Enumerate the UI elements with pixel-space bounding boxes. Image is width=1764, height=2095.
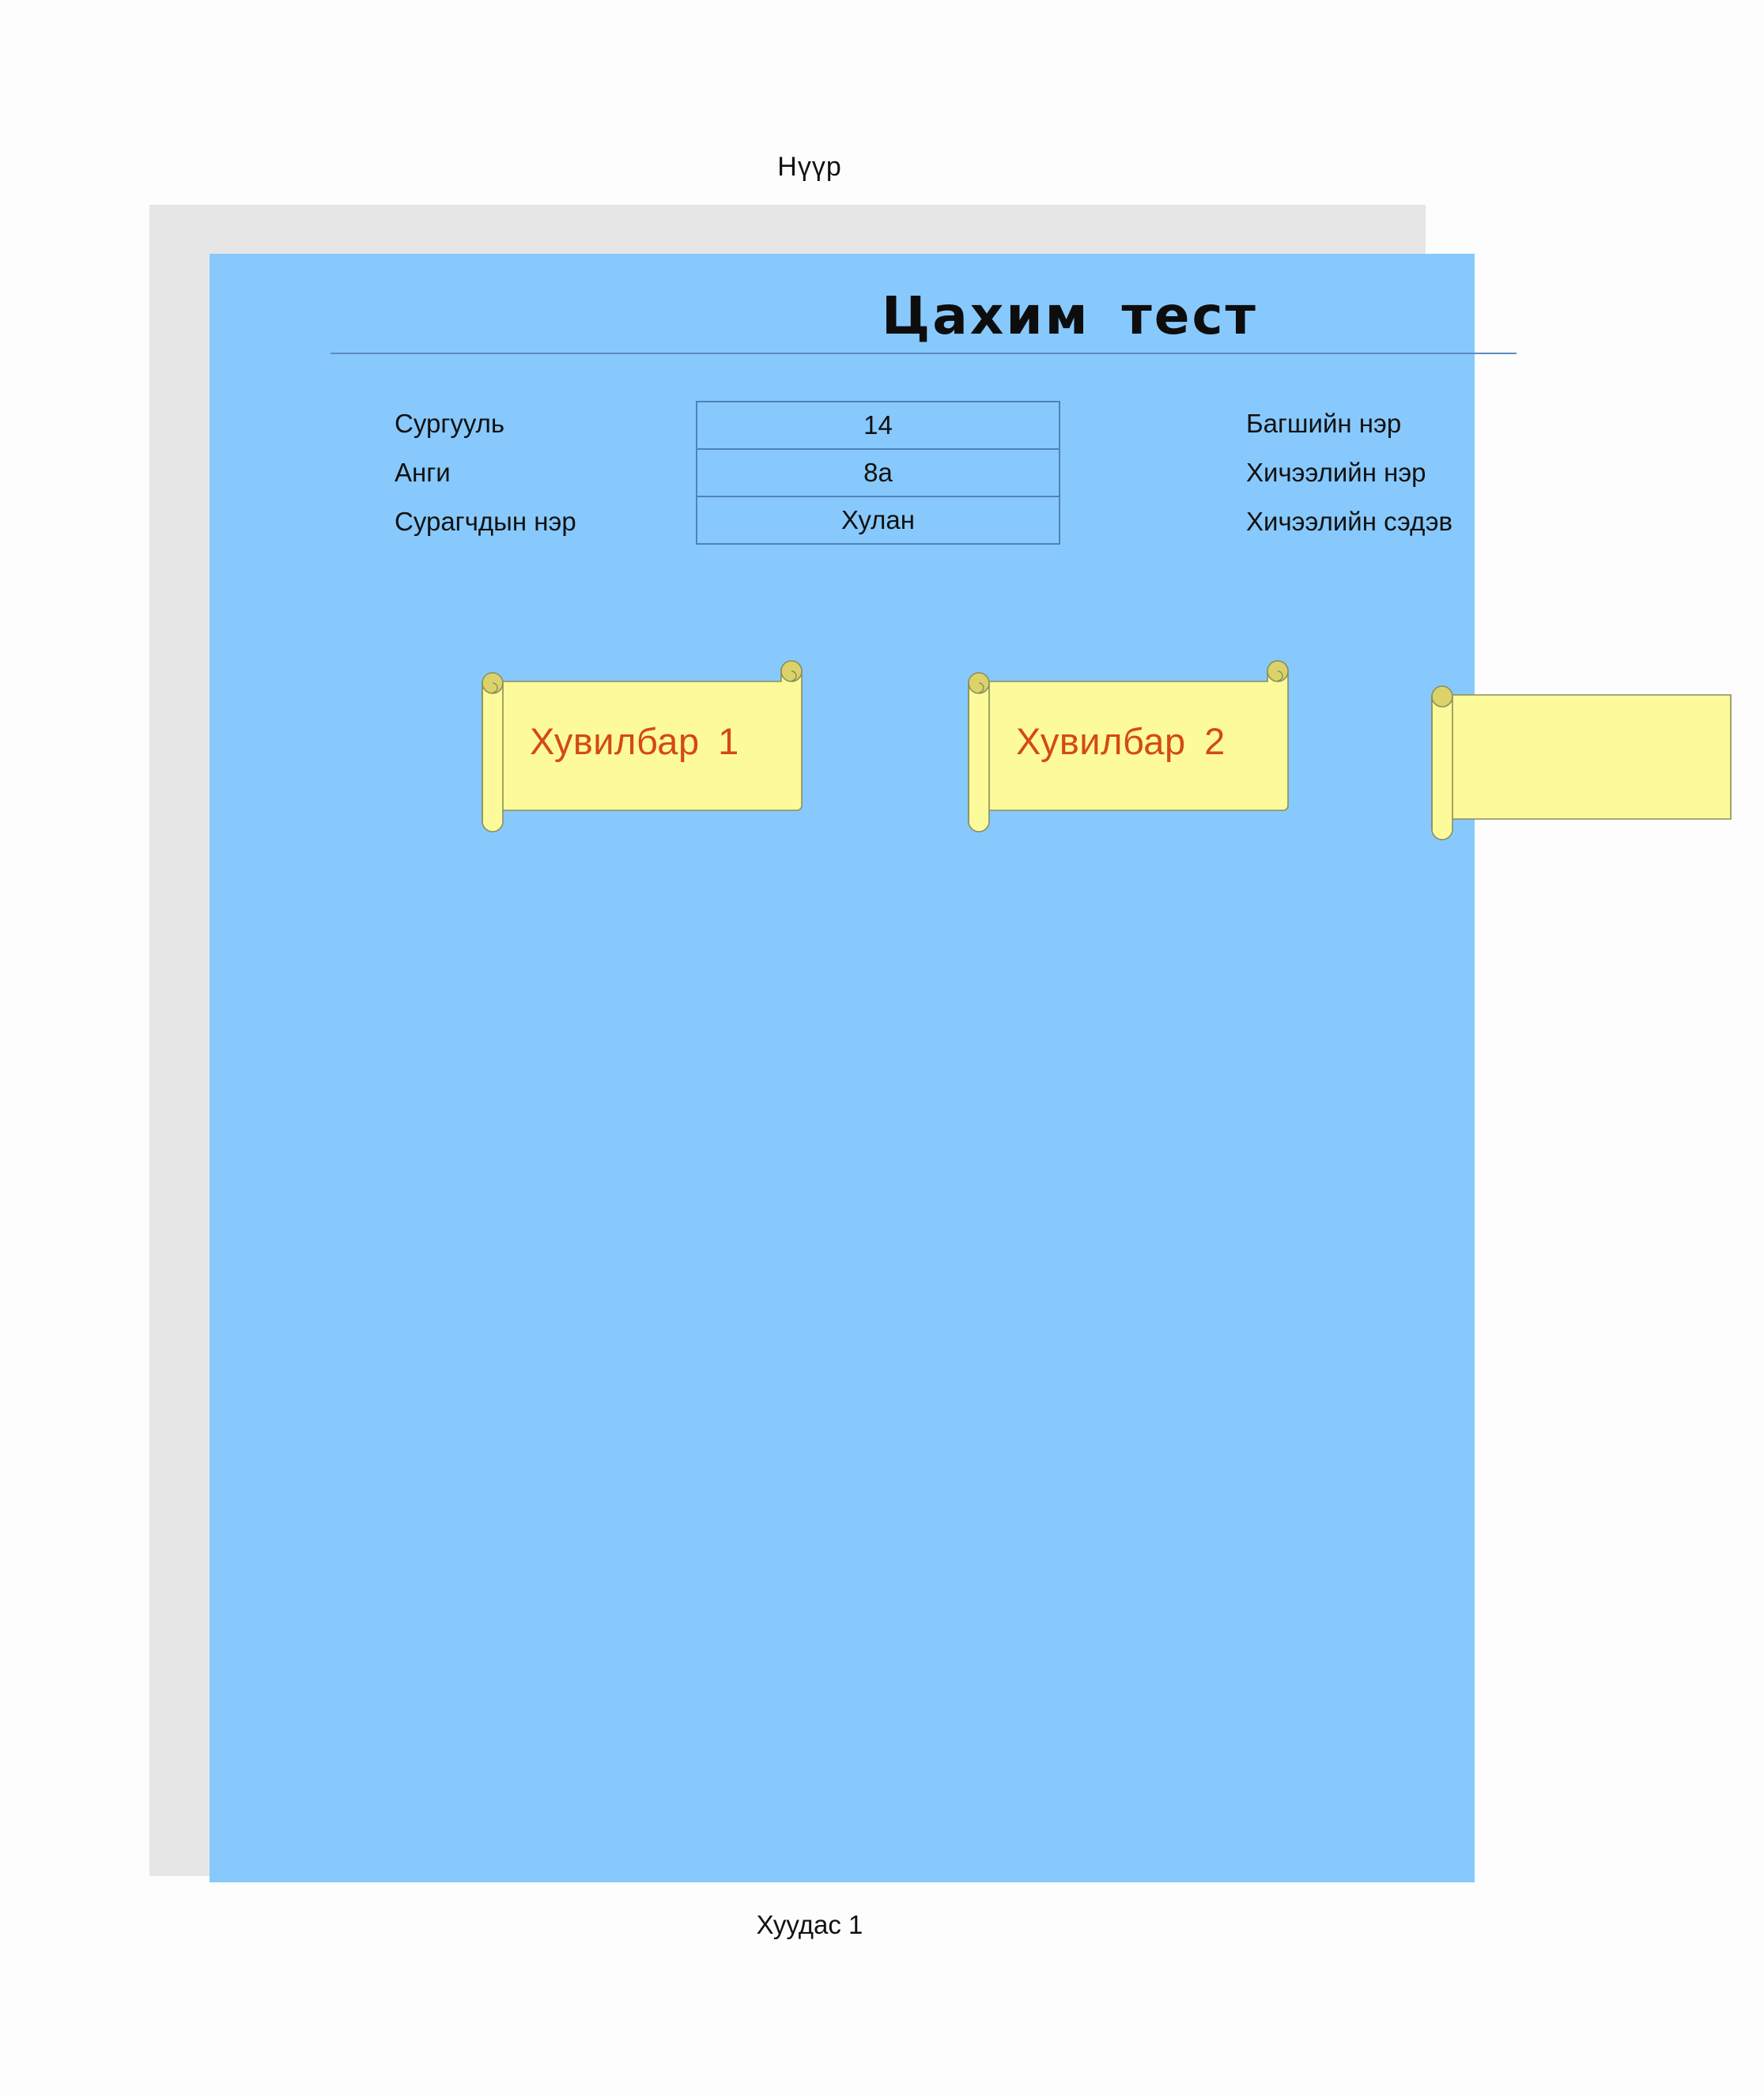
school-value-cell[interactable]: 14 [697,402,1060,449]
page-footer: Хуудас 1 [756,1910,863,1939]
sheet-canvas [210,254,1475,1882]
student-name-value-cell[interactable]: Хулан [697,496,1060,544]
lesson-topic-label: Хичээлийн сэдэв [1246,507,1453,536]
spreadsheet-frame [149,205,1453,1876]
variant-1-label: Хувилбар 1 [530,720,739,762]
variant-3-button[interactable] [1416,673,1764,843]
sheet-title: Цахим тест [882,285,1258,346]
variant-2-button[interactable] [953,659,1301,829]
table-row [697,449,1060,496]
table-row [697,402,1060,449]
student-info-table [696,401,1060,545]
school-label: Сургууль [395,409,505,438]
class-value-cell[interactable]: 8а [697,449,1060,496]
teacher-name-label: Багшийн нэр [1246,409,1402,438]
page-header: Нүүр [777,152,842,182]
table-row [697,496,1060,544]
variant-1-button[interactable] [466,659,814,829]
student-name-label: Сурагчдын нэр [395,507,576,536]
variant-2-label: Хувилбар 2 [1016,720,1226,762]
title-divider [331,353,1517,354]
class-label: Анги [395,458,451,487]
scroll-shape [1416,673,1764,843]
lesson-name-label: Хичээлийн нэр [1246,458,1426,487]
